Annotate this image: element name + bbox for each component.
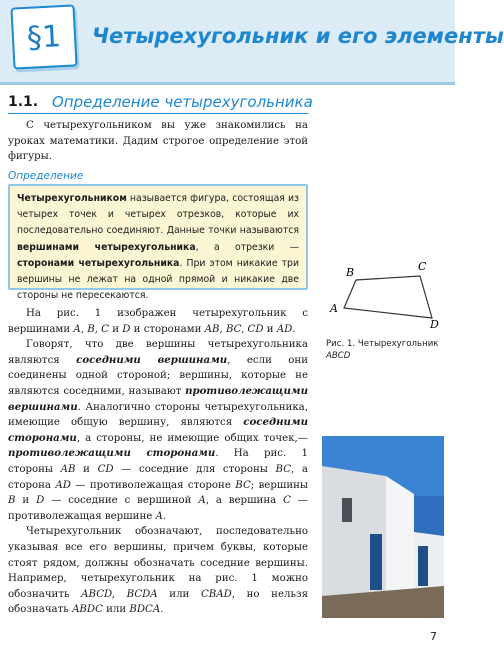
section-title: Определение четырехугольника — [52, 93, 313, 111]
body-text — [8, 306, 308, 618]
math-run: D — [122, 323, 131, 335]
definition-text: , а отрезки — — [195, 241, 299, 253]
math-run: AD — [276, 323, 293, 335]
text-run: , но нельзя обозначать — [8, 588, 308, 616]
math-run: AB, BC, CD — [204, 323, 264, 335]
section-underline — [8, 113, 308, 114]
text-run: , а вершина — [205, 495, 284, 507]
definition-text: . При этом никакие три вершины не лежат на одной прямой и никакие две стороны не пересекаются. — [17, 257, 299, 302]
page-number: 7 — [430, 630, 437, 643]
section-number: 1.1. — [8, 94, 39, 110]
paragraph-vertices-sides — [8, 306, 308, 337]
text-run: — противолежащая вершине — [8, 495, 308, 522]
text-run: На рис. 1 изображен четырехугольник с вершинами — [8, 308, 308, 335]
term-adjacent-vertices: соседними вершинами — [76, 353, 228, 366]
math-run: BDCA — [129, 604, 161, 616]
math-run: AD — [55, 479, 71, 491]
math-run: B — [8, 495, 16, 507]
definition-text: называется фигура, состоящая из четырех точек и четырех отрезков, которые их последовательно соединяют. Данные точки называются — [17, 193, 299, 237]
figure-caption — [326, 338, 441, 362]
text-run: или — [157, 588, 201, 600]
text-run: — противолежащая стороне — [70, 479, 236, 491]
definition-box — [8, 184, 308, 302]
text-run: Четырехугольник обозначают, последовательно указывая все его вершины, причем буквы, которые стоят рядом, должны обозначать соседние вершины. Например, четырехугольник на рис. 1 можно обозначить — [8, 526, 308, 600]
text-run: и — [15, 495, 37, 507]
math-run: A — [155, 510, 163, 522]
term-quadrilateral: Четырехугольником — [17, 193, 127, 204]
term-adjacent-sides: соседними сторонами — [8, 416, 308, 444]
vertex-label-c: C — [418, 260, 427, 273]
term-sides: сторонами четырехугольника — [17, 257, 180, 269]
math-run: BC — [275, 463, 292, 475]
math-run: CBAD — [200, 588, 232, 600]
text-run: и — [75, 463, 98, 475]
white-house-photo — [322, 436, 444, 618]
math-run: ABCD, BCDA — [81, 588, 158, 600]
quadrilateral-figure — [320, 250, 444, 334]
vertex-label-b: B — [346, 266, 355, 279]
section-badge: §1 — [10, 4, 77, 69]
caption-text: Рис. 1. Четырехугольник — [326, 339, 439, 349]
text-run: . Аналогично стороны четырехугольника, имеющие общую вершину, являются — [8, 401, 308, 429]
caption-figure-name: ABCD — [326, 351, 351, 361]
text-run: . На рис. 1 стороны — [8, 448, 308, 475]
math-run: BC — [235, 479, 251, 491]
text-run: — соседние для стороны — [113, 463, 276, 475]
text-run: , если они соединены одной стороной; вершины, которые не являются соседними, называют — [8, 354, 309, 397]
definition-label: Определение — [8, 170, 84, 182]
math-run: AB — [60, 463, 76, 475]
math-run: D — [36, 495, 45, 507]
quadrilateral-shape — [344, 276, 432, 318]
chapter-title: Четырехугольник и его элементы — [92, 24, 504, 48]
vertex-label-a: A — [330, 302, 338, 315]
header-divider — [0, 82, 455, 85]
text-run: . — [292, 323, 296, 335]
text-run: и — [263, 323, 277, 335]
intro-paragraph: С четырехугольником вы уже знакомились на уроках математики. Дадим строгое определение этой фигуры. — [8, 120, 308, 163]
text-run: ; вершины — [250, 479, 309, 491]
paragraph-adjacent-opposite — [8, 337, 308, 524]
math-run: CD — [97, 463, 114, 475]
paragraph-notation — [8, 524, 308, 618]
math-run: ABDC — [72, 604, 103, 616]
term-opposite-sides: противолежащими сторонами — [8, 447, 216, 460]
text-run: , а стороны, не имеющие общих точек,— — [76, 432, 308, 444]
text-run: . — [162, 510, 167, 522]
math-run: A, B, C — [73, 323, 109, 335]
term-opposite-vertices: противолежащими вершинами — [8, 384, 308, 413]
text-run: или — [102, 604, 130, 616]
math-run: C — [283, 495, 291, 507]
text-run: . — [160, 604, 164, 616]
vertex-label-d: D — [430, 318, 439, 331]
term-vertices: вершинами четырехугольника — [17, 241, 196, 253]
math-run: A — [198, 495, 206, 507]
text-run: и — [108, 323, 123, 335]
text-run: — соседние с вершиной — [44, 495, 199, 507]
text-run: и сторонами — [130, 323, 205, 335]
text-run: Говорят, что две вершины четырехугольника являются — [8, 339, 308, 366]
text-run: , а сторона — [8, 463, 308, 491]
